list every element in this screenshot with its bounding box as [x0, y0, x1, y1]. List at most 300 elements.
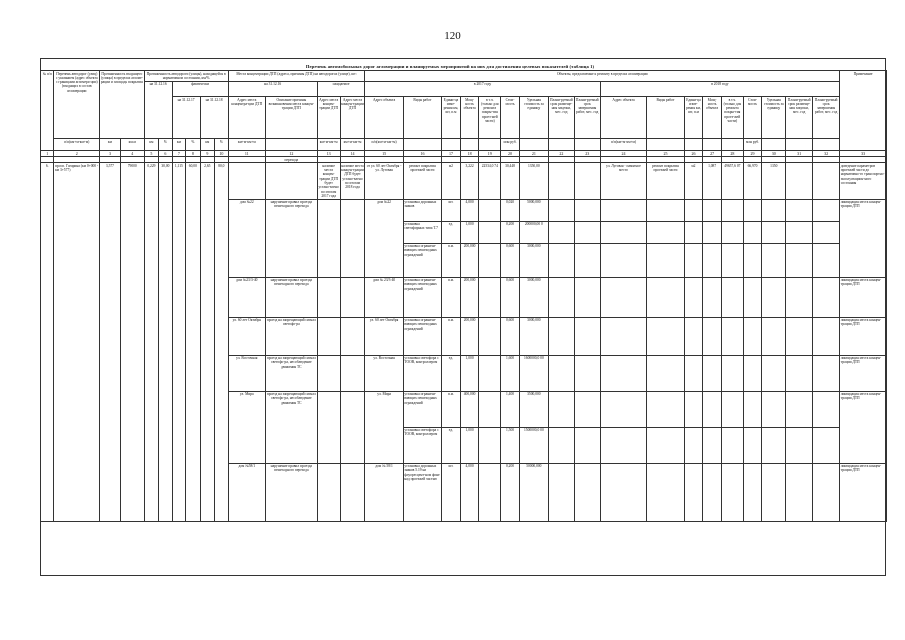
hdr-plan1-17: Плани-руемый срок размеще-ния закупки, мес. год — [548, 97, 574, 139]
empty-cell — [743, 355, 762, 391]
hdr-works-17: Виды работ — [403, 97, 441, 139]
empty-cell — [721, 277, 743, 317]
dtp-2017-note — [317, 317, 340, 355]
empty-cell — [703, 243, 722, 277]
empty-cell — [762, 427, 786, 463]
table-row — [41, 163, 887, 199]
hdr-dtp-date16: на 31.12.16 — [228, 81, 317, 96]
empty-cell — [813, 463, 840, 521]
unit-km-3: км — [200, 139, 215, 151]
empty-cell — [762, 317, 786, 355]
column-number: 9 — [200, 151, 215, 157]
object-address-2017: дом №22 — [365, 199, 403, 277]
object-address-2017: ул. Мира — [365, 391, 403, 463]
object-address-2017: от ул. 60 лет Октября - ул. Луговая — [365, 163, 403, 199]
power-2017: 4,000 — [460, 463, 479, 521]
dtp-reason: проезд на запрещающий сигнал светофо-ра — [265, 317, 317, 355]
empty-cell — [684, 463, 703, 521]
hdr-cost-18: Стои-мость — [743, 97, 762, 139]
column-number: 18 — [460, 151, 479, 157]
empty-cell — [647, 243, 684, 277]
unit-cost-2017: 200000,00 0 — [519, 221, 548, 243]
cost-2018: 66,970 — [743, 163, 762, 199]
unit-pct-1: % — [159, 139, 172, 151]
normative-value: 2,65 — [200, 163, 215, 521]
empty-cell — [703, 391, 722, 427]
column-number: 4 — [120, 151, 144, 157]
empty-cell — [684, 199, 703, 221]
column-number: 11 — [228, 151, 265, 157]
unit-cost-2017: 1500000,0 00 — [519, 427, 548, 463]
empty-cell — [721, 463, 743, 521]
empty-cell — [703, 221, 722, 243]
empty-cell — [762, 199, 786, 221]
hdr-unit-18: Едини-ца изме-рения км, шт, п.м — [684, 97, 703, 139]
column-number: 1 — [41, 151, 54, 157]
empty-cell — [548, 221, 574, 243]
empty-cell — [721, 243, 743, 277]
unit-mil-17: млн руб. — [501, 139, 520, 151]
column-number: 24 — [600, 151, 647, 157]
empty-cell — [762, 243, 786, 277]
works-2017: ремонт покрытия проезжей части — [403, 163, 441, 199]
empty-cell — [574, 463, 600, 521]
empty-cell — [813, 221, 840, 243]
power-2018: 1,087 — [703, 163, 722, 199]
column-number: 25 — [647, 151, 684, 157]
cost-2017: 0,600 — [501, 317, 520, 355]
unit-cost-2017: 1600000,0 00 — [519, 355, 548, 391]
unit-addr: п/п(км+м-км+м) — [54, 139, 100, 151]
empty-cell — [600, 221, 647, 243]
hdr-expected: фактически — [172, 81, 228, 96]
hdr-plan2-18: Плани-руемый срок завершения работ, мес. год — [813, 97, 840, 139]
unit-2017: м2 — [442, 163, 461, 199]
empty-cell — [684, 243, 703, 277]
unit-obj-18: п/п(км+м-км+м) — [600, 139, 647, 151]
dtp-2017-note — [317, 463, 340, 521]
column-number: 23 — [574, 151, 600, 157]
incl-2017: 22534,0 74 — [479, 163, 501, 199]
empty-cell — [647, 355, 684, 391]
empty-cell — [647, 427, 684, 463]
unit-cost-2018: 1350 — [762, 163, 786, 199]
power-2017: 200,000 — [460, 317, 479, 355]
power-2017: 400,000 — [460, 391, 479, 427]
header-row-1 — [41, 71, 887, 82]
hdr-incl-18: в т.ч. (только для ремонта покры-тия проез-жей части) — [721, 97, 743, 139]
dtp-reason: проезд на запрещающий сигнал светофо-ра, несоблюдение движения ТС — [265, 355, 317, 391]
works-2017: установка дорожных знаков — [403, 199, 441, 221]
empty-cell — [762, 463, 786, 521]
column-number: 13 — [317, 151, 340, 157]
hdr-date-17: на 31.12.17 — [172, 97, 200, 139]
unit-kmm-18: км+м-км+м — [340, 139, 365, 151]
hdr-plan2-17: Плани-руемый срок завершения работ, мес. год — [574, 97, 600, 139]
works-2017: установка ограничи-вающих пешеходных ограждений — [403, 317, 441, 355]
column-number: 5 — [144, 151, 159, 157]
empty-cell — [743, 463, 762, 521]
empty-cell — [684, 277, 703, 317]
object-address-2018: ул. Луговая - памятное место — [600, 163, 647, 199]
works-2017: установка ограничи-вающих пешеходных ограждений — [403, 243, 441, 277]
cost-2017: 30,448 — [501, 163, 520, 199]
unit-pct-3: % — [215, 139, 229, 151]
works-2017: установка светофорных типа Т.7 — [403, 221, 441, 243]
document-title: Перечень автомобильных дорог агломерации и планируемых мероприятий на них для достижения целевых показателей (таблица 1) — [305, 64, 595, 69]
empty-cell — [762, 221, 786, 243]
incl-2017 — [479, 221, 501, 243]
power-2017: 3,222 — [460, 163, 479, 199]
empty-cell — [786, 463, 813, 521]
column-number: 2 — [54, 151, 100, 157]
hdr-note: Примечание — [840, 71, 887, 151]
empty-cell — [762, 391, 786, 427]
normative-value: 30,00 — [159, 163, 172, 521]
dtp-reason: нарушение правил проезда пешеходного перехода — [265, 277, 317, 317]
column-number: 27 — [703, 151, 722, 157]
column-number: 10 — [215, 151, 229, 157]
column-number: 26 — [684, 151, 703, 157]
column-number: 28 — [721, 151, 743, 157]
hdr-road: Перечень автодорог (улиц) с указанием (адрес объекта с границами агломера-ции)(входящих в состав агломерации — [54, 71, 100, 139]
hdr-2018: в 2018 году — [600, 81, 839, 96]
works-2017: установка ограничи-вающих пешеходных ограждений — [403, 277, 441, 317]
unit-pct-2: % — [186, 139, 201, 151]
column-number: 33 — [840, 151, 887, 157]
empty-cell — [574, 243, 600, 277]
empty-cell — [684, 221, 703, 243]
empty-cell — [684, 317, 703, 355]
note: ликвидация места концен-трации ДТП — [840, 463, 887, 521]
unit-2017: ед. — [442, 221, 461, 243]
dtp-2017-note — [317, 199, 340, 277]
dtp-2018-note — [340, 355, 365, 391]
empty-cell — [684, 427, 703, 463]
empty-cell — [721, 355, 743, 391]
dtp-address: ул. 60 лет Октября — [228, 317, 265, 355]
empty-cell — [703, 199, 722, 221]
power-2017: 4,000 — [460, 199, 479, 221]
empty-cell — [813, 317, 840, 355]
column-number: 29 — [743, 151, 762, 157]
dtp-reason: нарушение правил проезда пешеходного перехода — [265, 463, 317, 521]
hdr-cost-17: Стои-мость — [501, 97, 520, 139]
hdr-unit-17: Едини-ца изме-рения км, шт, п.м — [442, 97, 461, 139]
hdr-power-18: Мощ-ность объекта — [703, 97, 722, 139]
empty-cell — [786, 391, 813, 427]
normative-value: 80,0 — [215, 163, 229, 521]
hdr-obj-17: Адрес объекта — [365, 97, 403, 139]
column-number: 7 — [172, 151, 185, 157]
empty-cell — [600, 463, 647, 521]
empty-cell — [786, 243, 813, 277]
road-area: 79000 — [120, 163, 144, 521]
empty-cell — [813, 199, 840, 221]
dtp-2018-note — [340, 277, 365, 317]
unit-2017: ед. — [442, 355, 461, 391]
empty-cell — [721, 221, 743, 243]
hdr-normative: Протяженность автодороги (улицы), находящейся в нормативном состоянии, км/% — [144, 71, 228, 82]
row-number: 6. — [41, 163, 54, 521]
hdr-dtp-expected: ожидаемое — [317, 81, 365, 96]
hdr-unitcost-18: Удельная стоимость за единицу — [762, 97, 786, 139]
dtp-2018-note — [340, 317, 365, 355]
unit-cost-2017: 50000,000 — [519, 463, 548, 521]
object-address-2017: ул. 60 лет Октября — [365, 317, 403, 355]
empty-cell — [813, 427, 840, 463]
unit-cost-2017: 3500,000 — [519, 391, 548, 427]
unit-2017: п.м. — [442, 391, 461, 427]
incl-2018: 49657,6 07 — [721, 163, 743, 199]
cost-2017: 0,600 — [501, 243, 520, 277]
empty-cell — [574, 277, 600, 317]
normative-value: 1,115 — [172, 163, 185, 521]
unit-cost-2017: 3000,000 — [519, 277, 548, 317]
road-name: просп. Гагарина (км 0+000 - км 3+577) — [54, 163, 100, 521]
cost-2017: 1,400 — [501, 391, 520, 427]
empty-cell — [813, 391, 840, 427]
dtp-reason: проезд на запрещающий сигнал светофо-ра, несоблюдение движения ТС — [265, 391, 317, 463]
dtp-2018-note — [340, 199, 365, 277]
dtp-reason — [265, 163, 317, 199]
unit-km-a: км — [100, 139, 121, 151]
incl-2017 — [479, 355, 501, 391]
hdr-addr-18: Адрес места концен-трации ДТП — [340, 97, 365, 139]
column-number: 15 — [365, 151, 403, 157]
unit-2017: шт. — [442, 463, 461, 521]
hdr-obj-18: Адрес объекта — [600, 97, 647, 139]
dtp-address: ул. Мира — [228, 391, 265, 463]
empty-cell — [647, 221, 684, 243]
empty-cell — [600, 427, 647, 463]
empty-cell — [703, 427, 722, 463]
cost-2017: 0,200 — [501, 463, 520, 521]
note: доведение параметров проезжей части до нормативно-го транспортно-эксплуатацион-ного состояния — [840, 163, 887, 199]
empty-cell — [574, 317, 600, 355]
column-number: 3 — [100, 151, 121, 157]
empty-cell — [743, 199, 762, 221]
empty-cell — [743, 221, 762, 243]
empty-cell — [786, 317, 813, 355]
incl-2017 — [479, 463, 501, 521]
power-2017: 200,000 — [460, 277, 479, 317]
unit-2017: ед. — [442, 427, 461, 463]
column-number: 21 — [519, 151, 548, 157]
hdr-unitcost-17: Удельная стоимость за единицу — [519, 97, 548, 139]
dtp-address: дом №23/3-40 — [228, 277, 265, 317]
unit-km-1: км — [144, 139, 159, 151]
hdr-addr-dtp: Адрес места концентра-ции ДТП — [228, 97, 265, 139]
dtp-2018-note — [340, 463, 365, 521]
empty-cell — [647, 463, 684, 521]
note: ликвидация места концен-трации ДТП — [840, 355, 887, 391]
empty-cell — [743, 391, 762, 427]
hdr-date-18: на 31.12.18 — [200, 97, 228, 139]
empty-cell — [721, 199, 743, 221]
empty-cell — [703, 463, 722, 521]
hdr-incl-17: в т.ч. (только для ремонта покры-тия проез-жей части) — [479, 97, 501, 139]
incl-2017 — [479, 199, 501, 221]
empty-cell — [548, 427, 574, 463]
object-address-2017: дом № 23/3-40 — [365, 277, 403, 317]
empty-cell — [786, 221, 813, 243]
unit-km-2: км — [172, 139, 185, 151]
dtp-address — [228, 163, 265, 199]
unit-kmm-17: км+м-км+м — [317, 139, 340, 151]
unit-mil-18: млн руб. — [743, 139, 762, 151]
column-number: 31 — [786, 151, 813, 157]
power-2017: 1,000 — [460, 221, 479, 243]
note: ликвидация места концен-трации ДТП — [840, 391, 887, 463]
empty-cell — [574, 355, 600, 391]
dtp-address: дом №58/1 — [228, 463, 265, 521]
note: ликвидация места концен-трации ДТП — [840, 277, 887, 317]
works-2017: установка дорожных знаков 5.19 на флуоресцент-ном фоне над проезжей частью — [403, 463, 441, 521]
empty-cell — [548, 355, 574, 391]
unit-2018: м2 — [684, 163, 703, 199]
roads-table — [40, 70, 887, 522]
page-number: 120 — [444, 30, 461, 42]
empty-cell — [743, 317, 762, 355]
note: ликвидация места концен-трации ДТП — [840, 317, 887, 355]
empty-cell — [721, 317, 743, 355]
object-address-2017: дом № 58/1 — [365, 463, 403, 521]
empty-cell — [600, 391, 647, 427]
empty-cell — [786, 277, 813, 317]
column-number: 16 — [403, 151, 441, 157]
incl-2017 — [479, 317, 501, 355]
hdr-objects: Объекты, предлагаемые к ремонту в пределах агломерации — [365, 71, 840, 82]
hdr-date-16: на 31.12.16 — [144, 81, 172, 138]
empty-cell — [647, 317, 684, 355]
empty-cell — [548, 243, 574, 277]
column-number: 19 — [479, 151, 501, 157]
hdr-works-18: Виды работ — [647, 97, 684, 139]
cost-2017: 0,020 — [501, 199, 520, 221]
cost-2017: 0,600 — [501, 277, 520, 317]
empty-cell — [647, 277, 684, 317]
dtp-2017-note: наличие места концен-трации ДТП будет устано-влено по итогам 2017 года — [318, 163, 339, 198]
empty-cell — [548, 391, 574, 427]
power-2017: 1,000 — [460, 427, 479, 463]
empty-cell — [600, 355, 647, 391]
empty-cell — [684, 391, 703, 427]
empty-cell — [813, 277, 840, 317]
column-number: 30 — [762, 151, 786, 157]
header-units-row — [41, 139, 887, 151]
unit-kmm-dtp: км+м-км+м — [228, 139, 265, 151]
dtp-address: ул. Восточная — [228, 355, 265, 391]
carry-text: перехода — [265, 157, 317, 163]
empty-cell — [647, 391, 684, 427]
dtp-2017-note — [317, 391, 340, 463]
empty-cell — [574, 391, 600, 427]
dtp-2017-note — [317, 277, 340, 317]
empty-cell — [548, 463, 574, 521]
power-2017: 200,000 — [460, 243, 479, 277]
unit-cost-2017: 1350,00 — [519, 163, 548, 199]
unit-2017: шт. — [442, 199, 461, 221]
empty-cell — [574, 427, 600, 463]
column-number: 12 — [265, 151, 317, 157]
empty-cell — [600, 199, 647, 221]
unit-kmm: км.м — [120, 139, 144, 151]
column-number: 14 — [340, 151, 365, 157]
empty-cell — [721, 391, 743, 427]
dtp-2017-note — [317, 355, 340, 391]
column-number: 6 — [159, 151, 172, 157]
cost-2017: 1,500 — [501, 427, 520, 463]
cost-2017: 1,600 — [501, 355, 520, 391]
incl-2017 — [479, 427, 501, 463]
unit-obj-17: п/п(км+м-км+м) — [365, 139, 403, 151]
empty-cell — [548, 277, 574, 317]
hdr-plan1-18: Плани-руемый срок размеще-ния закупки, мес. год — [786, 97, 813, 139]
empty-cell — [743, 243, 762, 277]
unit-cost-2017: 3000,000 — [519, 317, 548, 355]
plan1-2018 — [786, 163, 813, 199]
works-2017: установка ограничи-вающих пешеходных ограждений — [403, 391, 441, 427]
empty-cell — [703, 355, 722, 391]
dtp-address: дом №22 — [228, 199, 265, 277]
empty-cell — [684, 355, 703, 391]
column-number: 22 — [548, 151, 574, 157]
road-length: 3,577 — [100, 163, 121, 521]
column-number: 32 — [813, 151, 840, 157]
empty-cell — [786, 199, 813, 221]
works-2018: ремонт покрытия проезжей части — [647, 163, 684, 199]
unit-cost-2017: 5000,000 — [519, 199, 548, 221]
incl-2017 — [479, 243, 501, 277]
normative-value: 60,00 — [186, 163, 201, 521]
normative-value: 0,229 — [144, 163, 159, 521]
unit-2017: п.м. — [442, 317, 461, 355]
header-row-2 — [41, 81, 887, 96]
empty-cell — [574, 221, 600, 243]
hdr-addr-17: Адрес места концен-трации ДТП — [317, 97, 340, 139]
plan2-2018 — [813, 163, 840, 199]
empty-cell — [762, 277, 786, 317]
unit-2017: п.м. — [442, 243, 461, 277]
cost-2017: 0,200 — [501, 221, 520, 243]
empty-cell — [703, 317, 722, 355]
empty-cell — [548, 317, 574, 355]
hdr-2017: в 2017 году — [365, 81, 600, 96]
hdr-number: № п/п — [41, 71, 54, 151]
empty-cell — [762, 355, 786, 391]
empty-cell — [548, 199, 574, 221]
column-number: 8 — [186, 151, 201, 157]
column-number: 20 — [501, 151, 520, 157]
empty-cell — [703, 277, 722, 317]
plan1-2017 — [548, 163, 574, 199]
plan2-2017 — [574, 163, 600, 199]
empty-cell — [647, 199, 684, 221]
empty-cell — [786, 355, 813, 391]
note: ликвидация места концен-трации ДТП — [840, 199, 887, 277]
column-number: 17 — [442, 151, 461, 157]
dtp-2018-note — [340, 391, 365, 463]
dtp-2018-note: наличие места концен-трации ДТП будет устано-влено по итогам 2018 года — [340, 163, 365, 199]
empty-cell — [721, 427, 743, 463]
unit-cost-2017: 3000,000 — [519, 243, 548, 277]
hdr-length: Протяженность входящего (улицы) в пределах агломе-рации и площадь покрытия — [100, 71, 145, 139]
empty-cell — [813, 355, 840, 391]
empty-cell — [743, 427, 762, 463]
works-2017: установка светофора с ТООВ, контроллером — [403, 427, 441, 463]
power-2017: 1,000 — [460, 355, 479, 391]
